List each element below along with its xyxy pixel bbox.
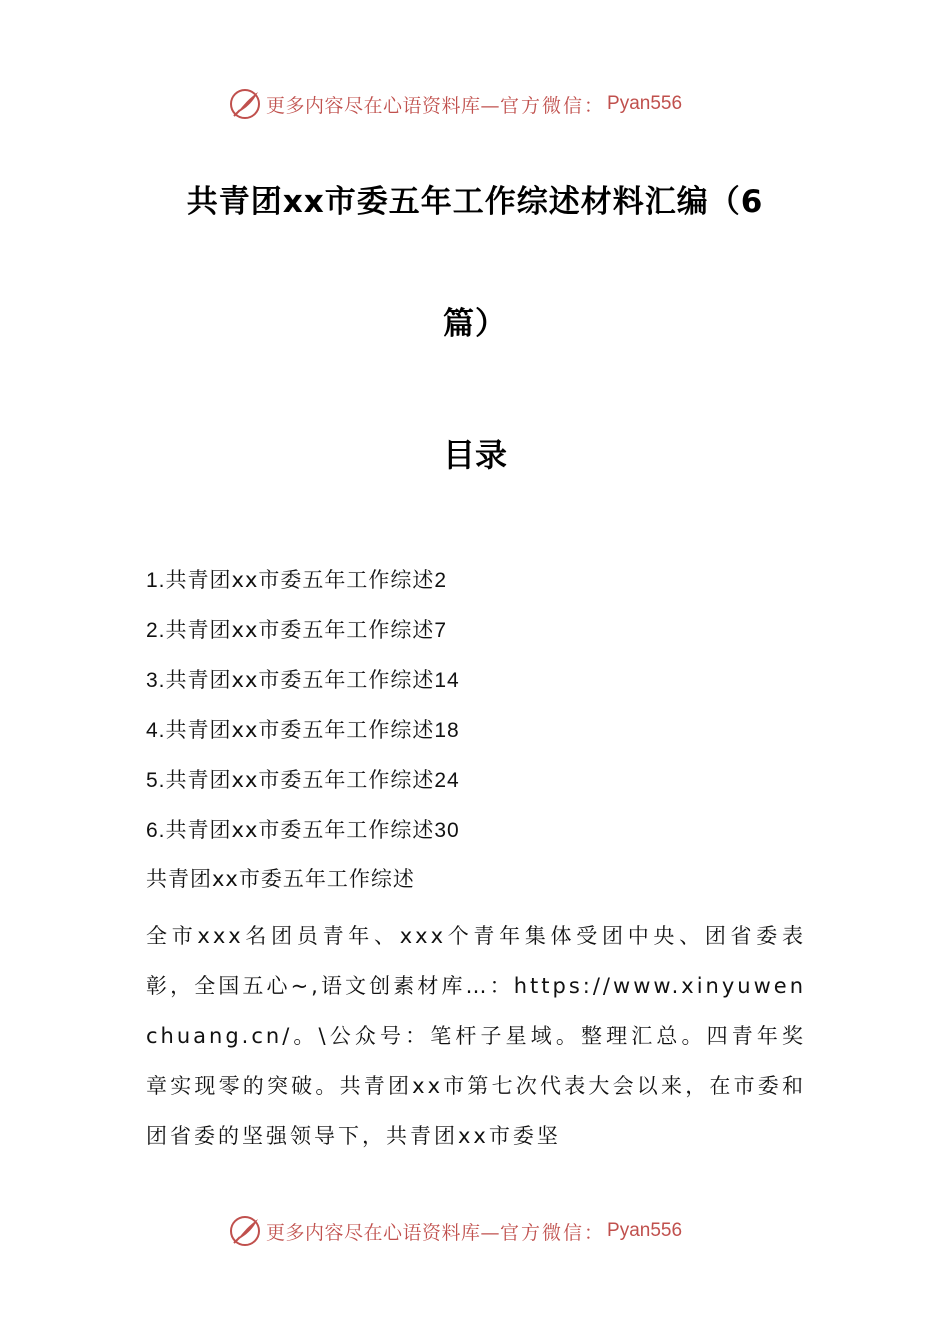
- toc-item[interactable]: [146, 662, 460, 712]
- toc-item-text: 共青团xx市委五年工作综述: [165, 568, 435, 592]
- toc-item-number: 6.: [146, 819, 166, 842]
- body-paragraph: 全市xxx名团员青年、xxx个青年集体受团中央、团省委表彰，全国五心~,语文创素材库…：https://www.xinyuwenchuang.cn/。\公众号：笔杆子星域。整理汇总。四青年奖章实现零的突破。共青团xx市第七次代表大会以来，在市委和团省委的坚强领导下，共青团xx市委坚: [146, 924, 806, 1148]
- banner-text: 更多内容尽在心语资料库—: [266, 1221, 501, 1244]
- quill-logo-icon: [228, 1214, 262, 1248]
- banner-text: 更多内容尽在心语资料库—: [266, 94, 501, 117]
- toc-item[interactable]: [146, 612, 460, 662]
- toc-item[interactable]: [146, 712, 460, 762]
- toc-item-page: 24: [434, 769, 460, 792]
- toc-item[interactable]: [146, 562, 460, 612]
- document-title-line1: 共青团xx市委五年工作综述材料汇编（6: [186, 184, 764, 220]
- toc-item-page: 7: [434, 619, 448, 642]
- toc-item-text: 共青团xx市委五年工作综述: [165, 768, 435, 792]
- toc-item-page: 30: [434, 819, 460, 842]
- table-of-contents: [146, 562, 460, 862]
- toc-item-text: 共青团xx市委五年工作综述: [165, 618, 435, 642]
- toc-item-number: 2.: [146, 619, 166, 642]
- toc-item-number: 3.: [146, 669, 166, 692]
- section-title: 共青团xx市委五年工作综述: [146, 867, 415, 891]
- document-title-line2: 篇）: [443, 306, 507, 342]
- quill-logo-icon: [228, 87, 262, 121]
- toc-item-number: 5.: [146, 769, 166, 792]
- toc-item-page: 14: [434, 669, 460, 692]
- toc-item-page: 2: [434, 569, 448, 592]
- toc-item[interactable]: [146, 812, 460, 862]
- toc-item-text: 共青团xx市委五年工作综述: [165, 818, 435, 842]
- banner-wechat-label: 官方微信：: [500, 1221, 606, 1244]
- banner-wechat-id: Pyan556: [607, 1220, 683, 1241]
- banner-wechat-label: 官方微信：: [500, 94, 606, 117]
- toc-item-text: 共青团xx市委五年工作综述: [165, 668, 435, 692]
- footer-banner: [228, 1211, 682, 1251]
- toc-item[interactable]: [146, 762, 460, 812]
- banner-wechat-id: Pyan556: [607, 93, 683, 114]
- header-banner: [228, 84, 682, 124]
- toc-item-page: 18: [434, 719, 460, 742]
- toc-item-number: 1.: [146, 569, 166, 592]
- toc-heading: 目录: [442, 436, 507, 474]
- toc-item-number: 4.: [146, 719, 166, 742]
- toc-item-text: 共青团xx市委五年工作综述: [165, 718, 435, 742]
